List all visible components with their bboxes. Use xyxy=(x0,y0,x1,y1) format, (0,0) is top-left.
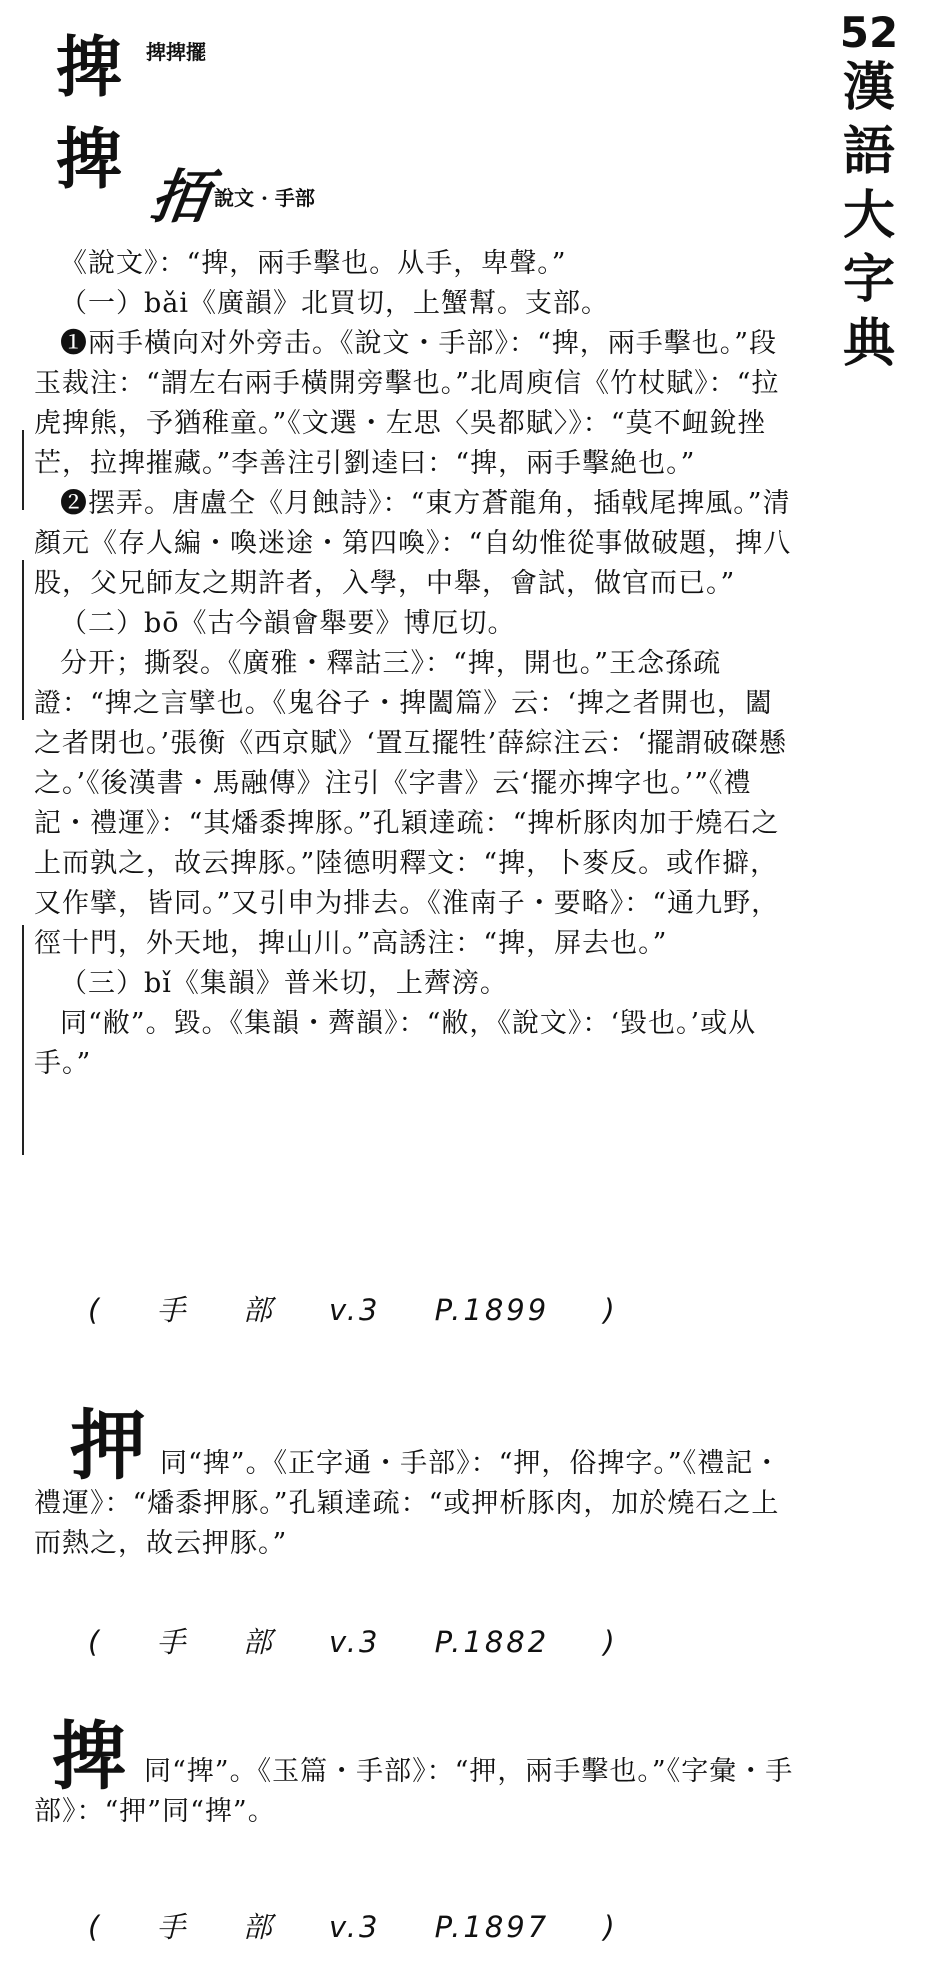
dictionary-title xyxy=(827,10,911,376)
entry3-paragraph: 同“捭”。《玉篇・手部》：“押，兩手擊也。”《字彙・手部》：“押”同“捭”。 xyxy=(34,1756,794,1827)
entry3-body xyxy=(34,1752,799,1832)
entry1-head-char-2: 捭 xyxy=(56,120,122,198)
entry1-paragraph: 《說文》：“捭，兩手擊也。从手，卑聲。” xyxy=(60,248,567,279)
title-char-5: 典 xyxy=(842,313,895,374)
entry1-paragraph: （三）bǐ《集韻》普米切，上薺滂。 xyxy=(60,968,508,999)
margin-line-1 xyxy=(22,430,24,510)
entry2-body xyxy=(34,1444,799,1564)
margin-line-3 xyxy=(22,925,24,1155)
title-char-1: 漢 xyxy=(842,57,895,118)
entry3-head-char: 捭 xyxy=(52,1714,126,1800)
entry2-head-char: 押 xyxy=(70,1401,146,1490)
entry2-handwritten-note: ( 手 部 v.3 P.1882 ) xyxy=(88,1625,618,1659)
title-char-4: 字 xyxy=(842,249,895,310)
entry1-handwritten-note: ( 手 部 v.3 P.1899 ) xyxy=(88,1293,618,1327)
entry1-paragraph: 分开；撕裂。《廣雅・釋詁三》：“捭，開也。”王念孫疏證：“捭之言擘也。《鬼谷子・捭闔篇》云：‘捭之者開也，闔之者閉也。’張衡《西京賦》‘置互擺牲’薛綜注云：‘擺謂破磔懸之。’《後漢書・馬融傳》注引《字書》云‘擺亦捭字也。’”《禮記・禮運》：“其燔黍捭豚。”孔穎達疏：“捭析豚肉加于燒石之上而孰之，故云捭豚。”陸德明釋文：“捭，卜麥反。或作擗，又作擘，皆同。”又引申为排去。《淮南子・要略》：“通九野，徑十門，外天地，捭山川。”高誘注：“捭，屏去也。” xyxy=(34,648,787,959)
entry1-head-char: 捭 xyxy=(56,28,122,106)
entry1-paragraph: （一）bǎi《廣韻》北買切，上蟹幫。支部。 xyxy=(60,288,610,319)
entry1-paragraph: 同“敝”。毀。《集韻・薺韻》：“敝，《說文》：‘毀也。’或从手。” xyxy=(34,1008,757,1079)
title-char-3: 大 xyxy=(842,185,895,246)
seal-source-label: 說文 · 手部 xyxy=(214,186,315,210)
entry2-paragraph: 同“捭”。《正字通・手部》：“押，俗捭字。”《禮記・禮運》：“燔黍押豚。”孔穎達疏：“或押析豚肉，加於燒石之上而熱之，故云押豚。” xyxy=(34,1448,782,1559)
entry1-paragraph: ❷摆弄。唐盧仝《月蝕詩》：“東方蒼龍角，插戟尾捭風。”清顏元《存人編・喚迷途・第四喚》：“自幼惟從事做破題，捭八股，父兄師友之期許者，入學，中舉，會試，做官而已。” xyxy=(34,488,792,599)
entry1-body xyxy=(34,244,799,1084)
entry1-paragraph: （二）bō《古今韻會舉要》博厄切。 xyxy=(60,608,516,639)
entry1-paragraph: ❶兩手橫向对外旁击。《說文・手部》：“捭，兩手擊也。”段玉裁注：“謂左右兩手橫開旁擊也。”北周庾信《竹杖賦》：“拉虎捭熊，予猶稚童。”《文選・左思〈吳都賦〉》：“莫不衄銳挫芒，拉捭摧藏。”李善注引劉逵曰：“捭，兩手擊絶也。” xyxy=(34,328,780,479)
entry3-handwritten-note: ( 手 部 v.3 P.1897 ) xyxy=(88,1910,618,1944)
entry1-variants: 捭捭擺 xyxy=(146,40,206,64)
seal-script-glyph: 𢫦 xyxy=(146,163,209,231)
page-number: 52 xyxy=(839,8,899,57)
margin-line-2 xyxy=(22,560,24,720)
title-char-2: 語 xyxy=(842,121,895,182)
